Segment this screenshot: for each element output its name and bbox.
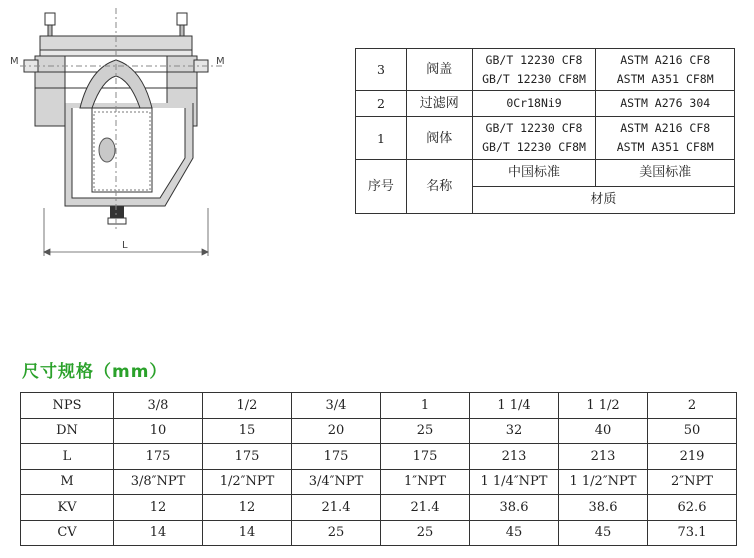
table-cell: 1/2 — [203, 393, 292, 419]
materials-table — [355, 48, 735, 214]
table-row — [21, 444, 737, 470]
header-no: 序号 — [356, 159, 407, 213]
table-row — [356, 91, 735, 117]
part-number: 1 — [356, 117, 407, 159]
table-row — [21, 469, 737, 495]
cn-standard: 0Cr18Ni9 — [472, 91, 596, 117]
table-cell: 3/8 — [114, 393, 203, 419]
table-row — [21, 418, 737, 444]
row-label: NPS — [21, 393, 114, 419]
row-label: L — [21, 444, 114, 470]
table-cell: 3/4″NPT — [292, 469, 381, 495]
table-cell: 14 — [114, 520, 203, 546]
table-cell: 50 — [648, 418, 737, 444]
row-label: M — [21, 469, 114, 495]
label-l: L — [122, 240, 128, 251]
table-cell: 45 — [559, 520, 648, 546]
valve-section-drawing — [10, 8, 232, 260]
table-cell: 1 1/4 — [470, 393, 559, 419]
table-cell: 1 1/2″NPT — [559, 469, 648, 495]
label-m-left: M — [10, 56, 19, 67]
table-header-row — [356, 159, 735, 186]
float-ball — [99, 138, 115, 162]
table-cell: 3/4 — [292, 393, 381, 419]
table-cell: 40 — [559, 418, 648, 444]
table-cell: 175 — [203, 444, 292, 470]
table-cell: 213 — [559, 444, 648, 470]
row-label: CV — [21, 520, 114, 546]
cn-standard: GB/T 12230 CF8 GB/T 12230 CF8M — [472, 49, 596, 91]
table-cell: 38.6 — [470, 495, 559, 521]
table-cell: 3/8″NPT — [114, 469, 203, 495]
table-cell: 14 — [203, 520, 292, 546]
table-row — [21, 393, 737, 419]
part-number: 3 — [356, 49, 407, 91]
table-cell: 175 — [114, 444, 203, 470]
table-cell: 10 — [114, 418, 203, 444]
part-name: 阀盖 — [406, 49, 472, 91]
label-m-right: M — [216, 56, 225, 67]
table-cell: 25 — [381, 520, 470, 546]
table-cell: 21.4 — [381, 495, 470, 521]
table-cell: 25 — [292, 520, 381, 546]
header-cn-standard: 中国标准 — [472, 159, 596, 186]
table-row — [356, 49, 735, 91]
header-name: 名称 — [406, 159, 472, 213]
dimensions-title: 尺寸规格（mm） — [22, 362, 168, 382]
table-cell: 175 — [381, 444, 470, 470]
row-label: KV — [21, 495, 114, 521]
table-cell: 25 — [381, 418, 470, 444]
table-cell: 1 — [381, 393, 470, 419]
table-cell: 38.6 — [559, 495, 648, 521]
table-cell: 1/2″NPT — [203, 469, 292, 495]
table-cell: 213 — [470, 444, 559, 470]
drain-plug — [110, 206, 124, 218]
part-number: 2 — [356, 91, 407, 117]
table-cell: 62.6 — [648, 495, 737, 521]
table-cell: 20 — [292, 418, 381, 444]
table-cell: 21.4 — [292, 495, 381, 521]
table-cell: 12 — [203, 495, 292, 521]
header-us-standard: 美国标准 — [596, 159, 735, 186]
table-cell: 1″NPT — [381, 469, 470, 495]
table-cell: 2 — [648, 393, 737, 419]
part-name: 过滤网 — [406, 91, 472, 117]
table-row — [21, 520, 737, 546]
table-cell: 73.1 — [648, 520, 737, 546]
table-cell: 175 — [292, 444, 381, 470]
us-standard: ASTM A276 304 — [596, 91, 735, 117]
table-row — [356, 117, 735, 159]
table-cell: 219 — [648, 444, 737, 470]
us-standard: ASTM A216 CF8 ASTM A351 CF8M — [596, 117, 735, 159]
cn-standard: GB/T 12230 CF8 GB/T 12230 CF8M — [472, 117, 596, 159]
dimensions-table — [20, 392, 737, 546]
table-cell: 1 1/2 — [559, 393, 648, 419]
part-name: 阀体 — [406, 117, 472, 159]
table-cell: 1 1/4″NPT — [470, 469, 559, 495]
table-cell: 2″NPT — [648, 469, 737, 495]
table-cell: 32 — [470, 418, 559, 444]
table-cell: 12 — [114, 495, 203, 521]
table-cell: 15 — [203, 418, 292, 444]
us-standard: ASTM A216 CF8 ASTM A351 CF8M — [596, 49, 735, 91]
header-material: 材质 — [472, 186, 734, 213]
table-row — [21, 495, 737, 521]
table-cell: 45 — [470, 520, 559, 546]
row-label: DN — [21, 418, 114, 444]
